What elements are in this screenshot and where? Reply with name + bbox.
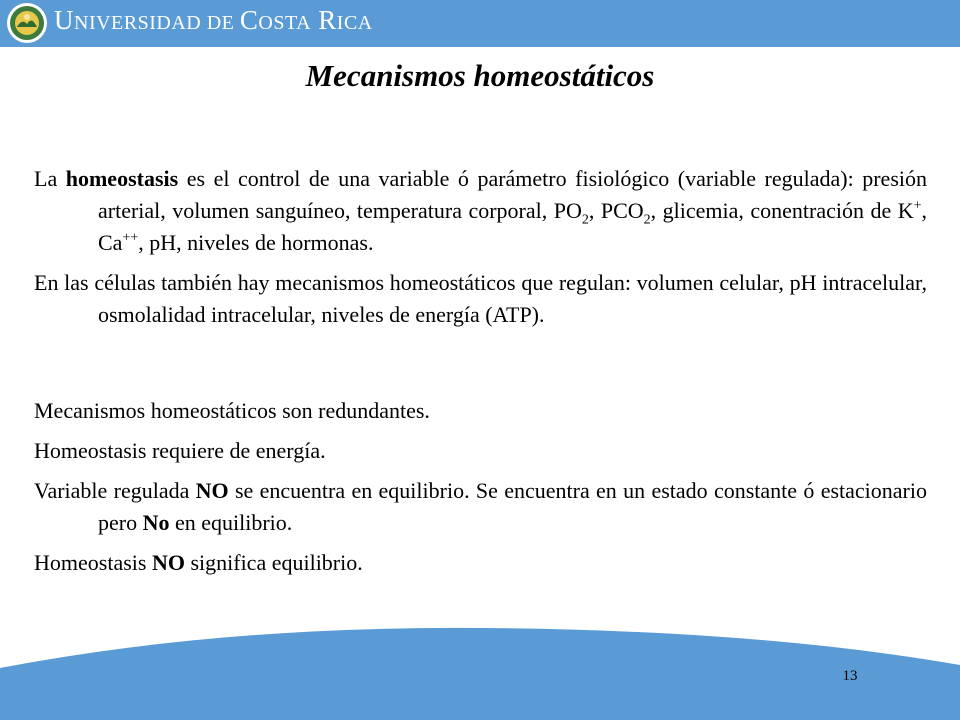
paragraph-energy: Homeostasis requiere de energía. xyxy=(34,438,326,463)
university-name: UNIVERSIDAD DE COSTA RICA xyxy=(54,5,373,35)
slide-title: Mecanismos homeostáticos xyxy=(305,58,655,93)
university-seal-icon xyxy=(6,2,48,44)
paragraph-redundant: Mecanismos homeostáticos son redundantes. xyxy=(34,398,430,423)
paragraph-cellular-mechanisms: En las células también hay mecanismos homeostáticos que regulan: volumen celular, pH intracelular, osmolalidad intracelular, niveles de energía (ATP). xyxy=(34,270,927,327)
slide-content xyxy=(34,163,927,587)
paragraph-not-equilibrium: Variable regulada NO se encuentra en equilibrio. Se encuentra en un estado constante ó estacionario pero No en equilibrio. xyxy=(34,478,927,535)
header-bar xyxy=(0,0,960,47)
paragraph-homeostasis-not-equilibrium: Homeostasis NO significa equilibrio. xyxy=(34,550,363,575)
page-number: 13 xyxy=(842,668,858,684)
footer-wave xyxy=(0,620,960,720)
spacer xyxy=(34,339,927,395)
paragraph-homeostasis-definition: La homeostasis es el control de una variable ó parámetro fisiológico (variable regulada): presión arterial, volumen sanguíneo, temperatura corporal, $PO_2$, $PCO_2$, glicemia, conentración de K+, Ca++, pH, niveles de hormonas. xyxy=(34,166,927,255)
